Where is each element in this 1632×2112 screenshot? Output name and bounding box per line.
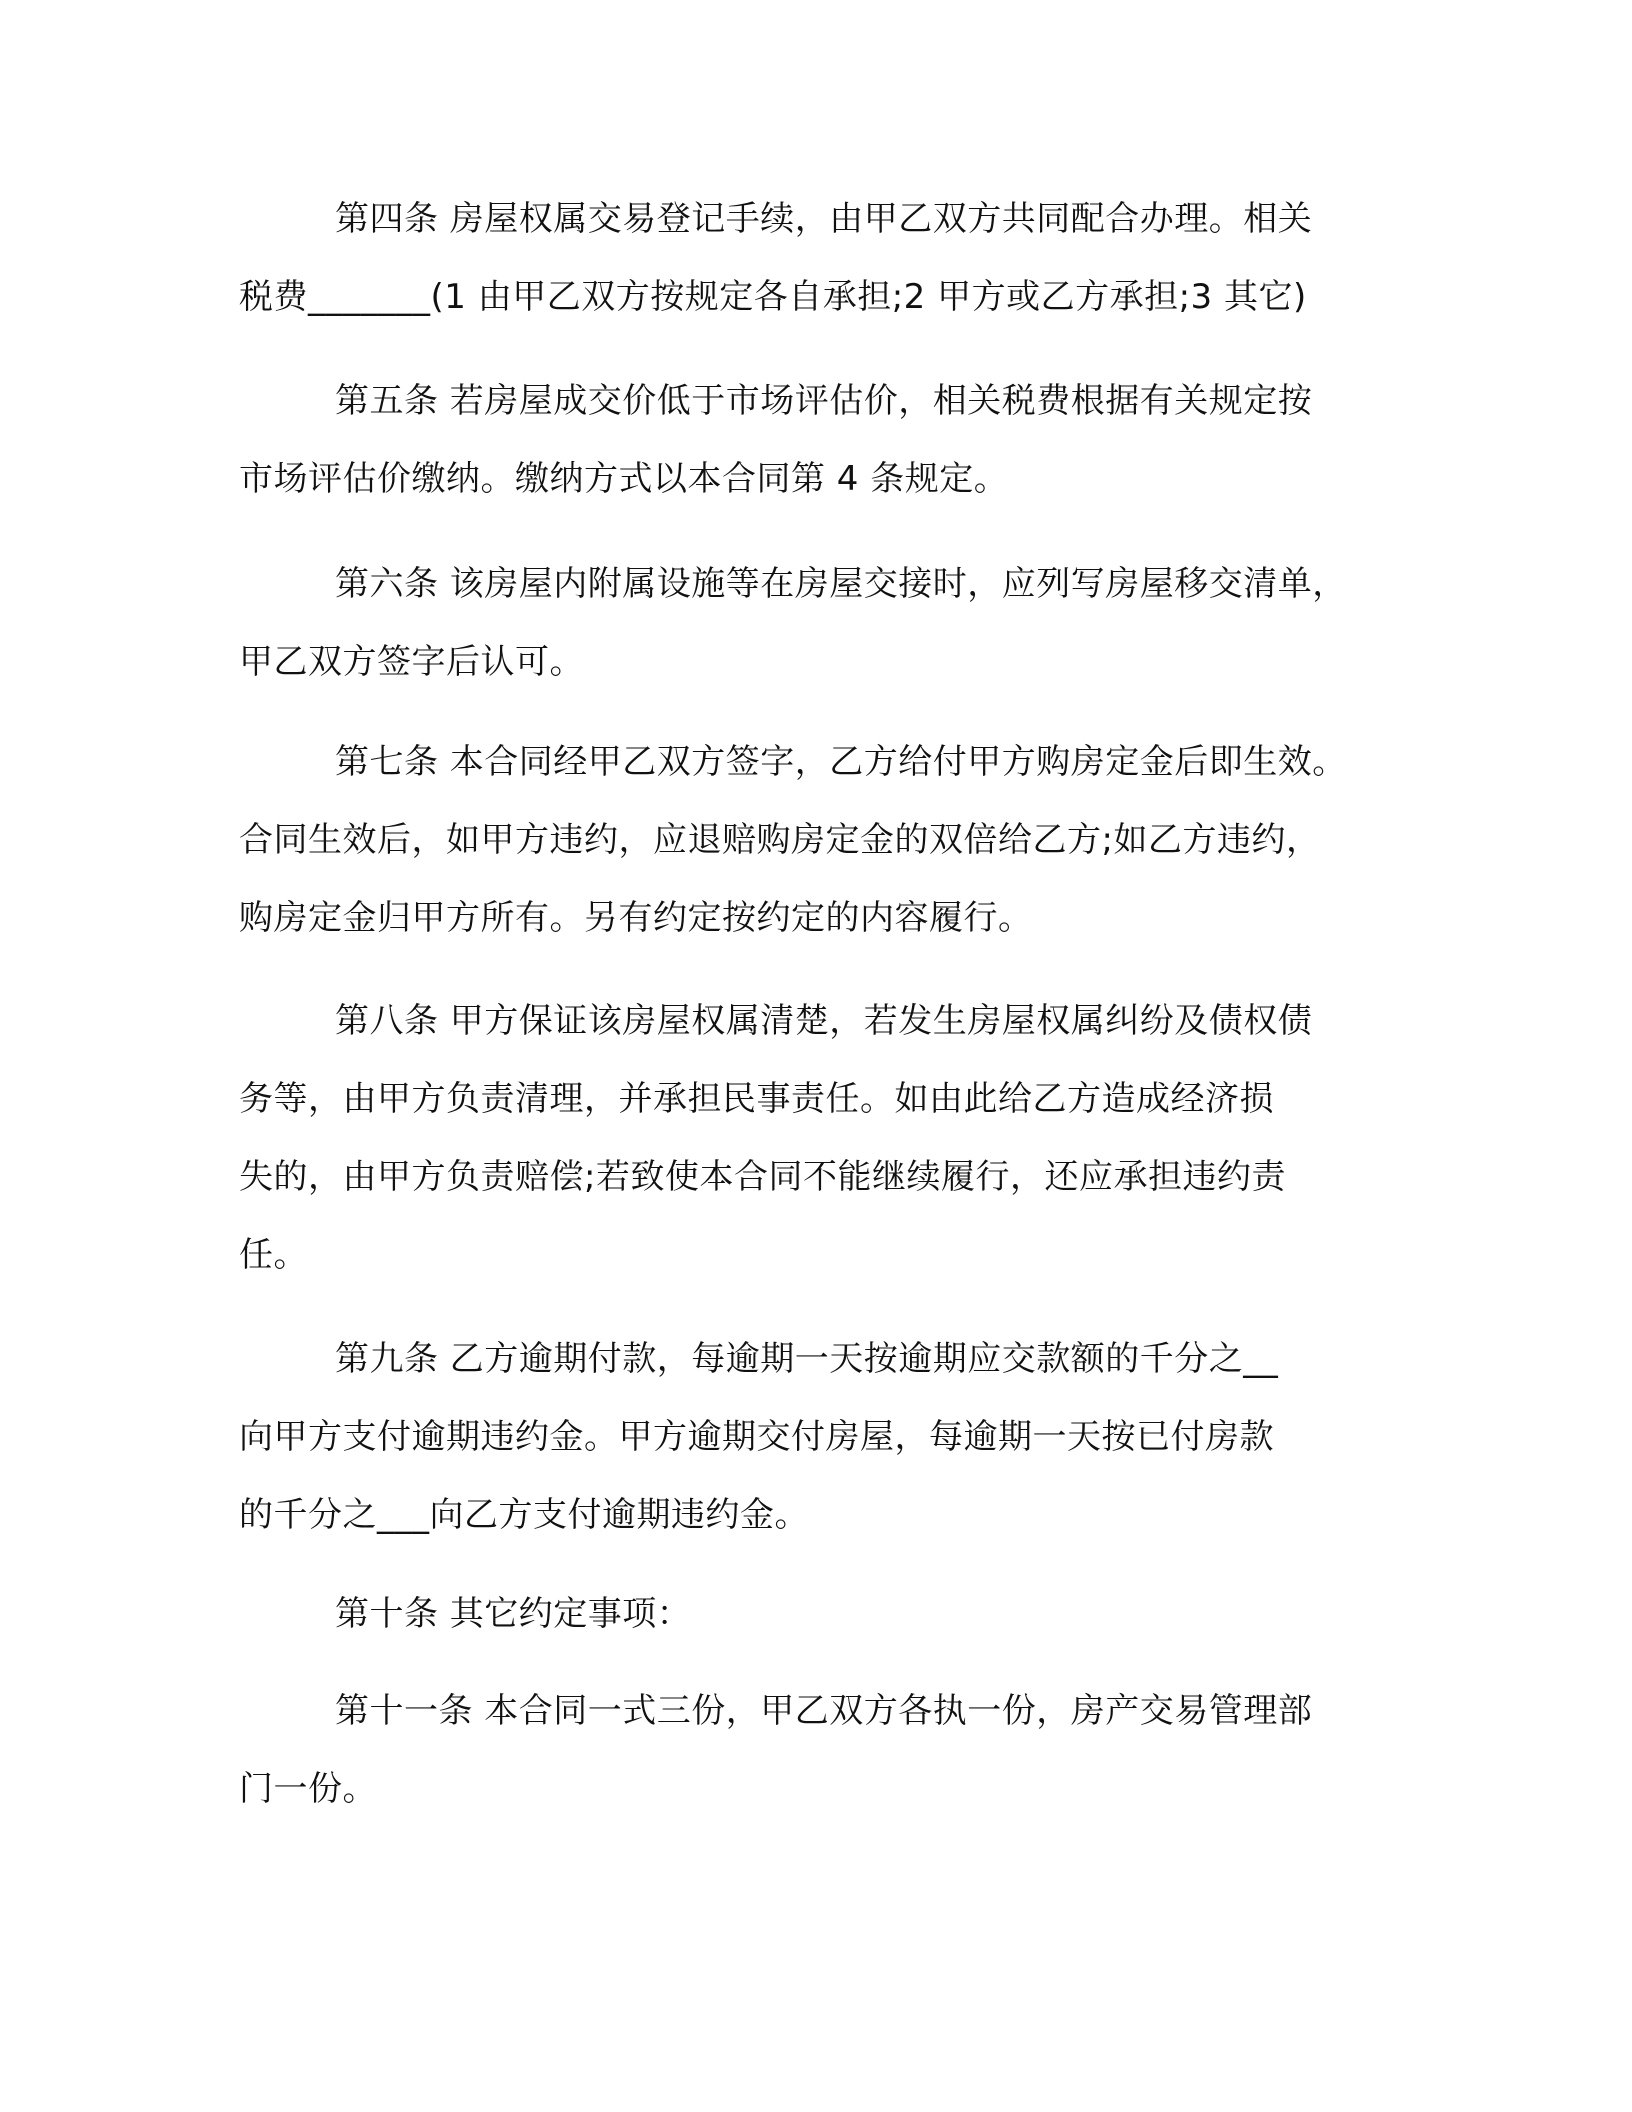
clause-line: 第十一条 本合同一式三份，甲乙双方各执一份，房产交易管理部	[335, 1691, 1313, 1731]
clause-line: 向甲方支付逾期违约金。甲方逾期交付房屋，每逾期一天按已付房款	[239, 1417, 1274, 1457]
clause-line: 第五条 若房屋成交价低于市场评估价，相关税费根据有关规定按	[335, 381, 1313, 421]
clause-line: 第十条 其它约定事项：	[335, 1594, 692, 1634]
clause-line: 合同生效后，如甲方违约，应退赔购房定金的双倍给乙方;如乙方违约，	[239, 820, 1321, 860]
clause-line: 甲乙双方签字后认可。	[239, 642, 584, 682]
clause-line: 的千分之___向乙方支付逾期违约金。	[239, 1495, 809, 1535]
clause-line: 任。	[239, 1235, 308, 1275]
clause-5	[239, 362, 1399, 518]
clause-line: 务等，由甲方负责清理，并承担民事责任。如由此给乙方造成经济损	[239, 1079, 1274, 1119]
clause-line: 第八条 甲方保证该房屋权属清楚，若发生房屋权属纠纷及债权债	[335, 1001, 1313, 1041]
clause-line: 门一份。	[239, 1769, 377, 1809]
clause-8	[239, 982, 1399, 1294]
clause-line: 购房定金归甲方所有。另有约定按约定的内容履行。	[239, 898, 1033, 938]
clause-10	[239, 1575, 1399, 1653]
clause-line: 税费_______(1 由甲乙双方按规定各自承担;2 甲方或乙方承担;3 其它)	[239, 277, 1307, 317]
clause-6	[239, 545, 1399, 701]
clause-11	[239, 1672, 1399, 1828]
clause-7	[239, 723, 1399, 957]
clause-4	[239, 180, 1399, 336]
clause-line: 第四条 房屋权属交易登记手续，由甲乙双方共同配合办理。相关	[335, 199, 1313, 239]
clause-line: 第七条 本合同经甲乙双方签字，乙方给付甲方购房定金后即生效。	[335, 742, 1347, 782]
clause-line: 失的，由甲方负责赔偿;若致使本合同不能继续履行，还应承担违约责	[239, 1157, 1286, 1197]
clause-line: 第九条 乙方逾期付款，每逾期一天按逾期应交款额的千分之__	[335, 1339, 1279, 1379]
clause-line: 第六条 该房屋内附属设施等在房屋交接时，应列写房屋移交清单，	[335, 564, 1347, 604]
clause-line: 市场评估价缴纳。缴纳方式以本合同第 4 条规定。	[239, 459, 1009, 499]
clause-9	[239, 1320, 1399, 1554]
